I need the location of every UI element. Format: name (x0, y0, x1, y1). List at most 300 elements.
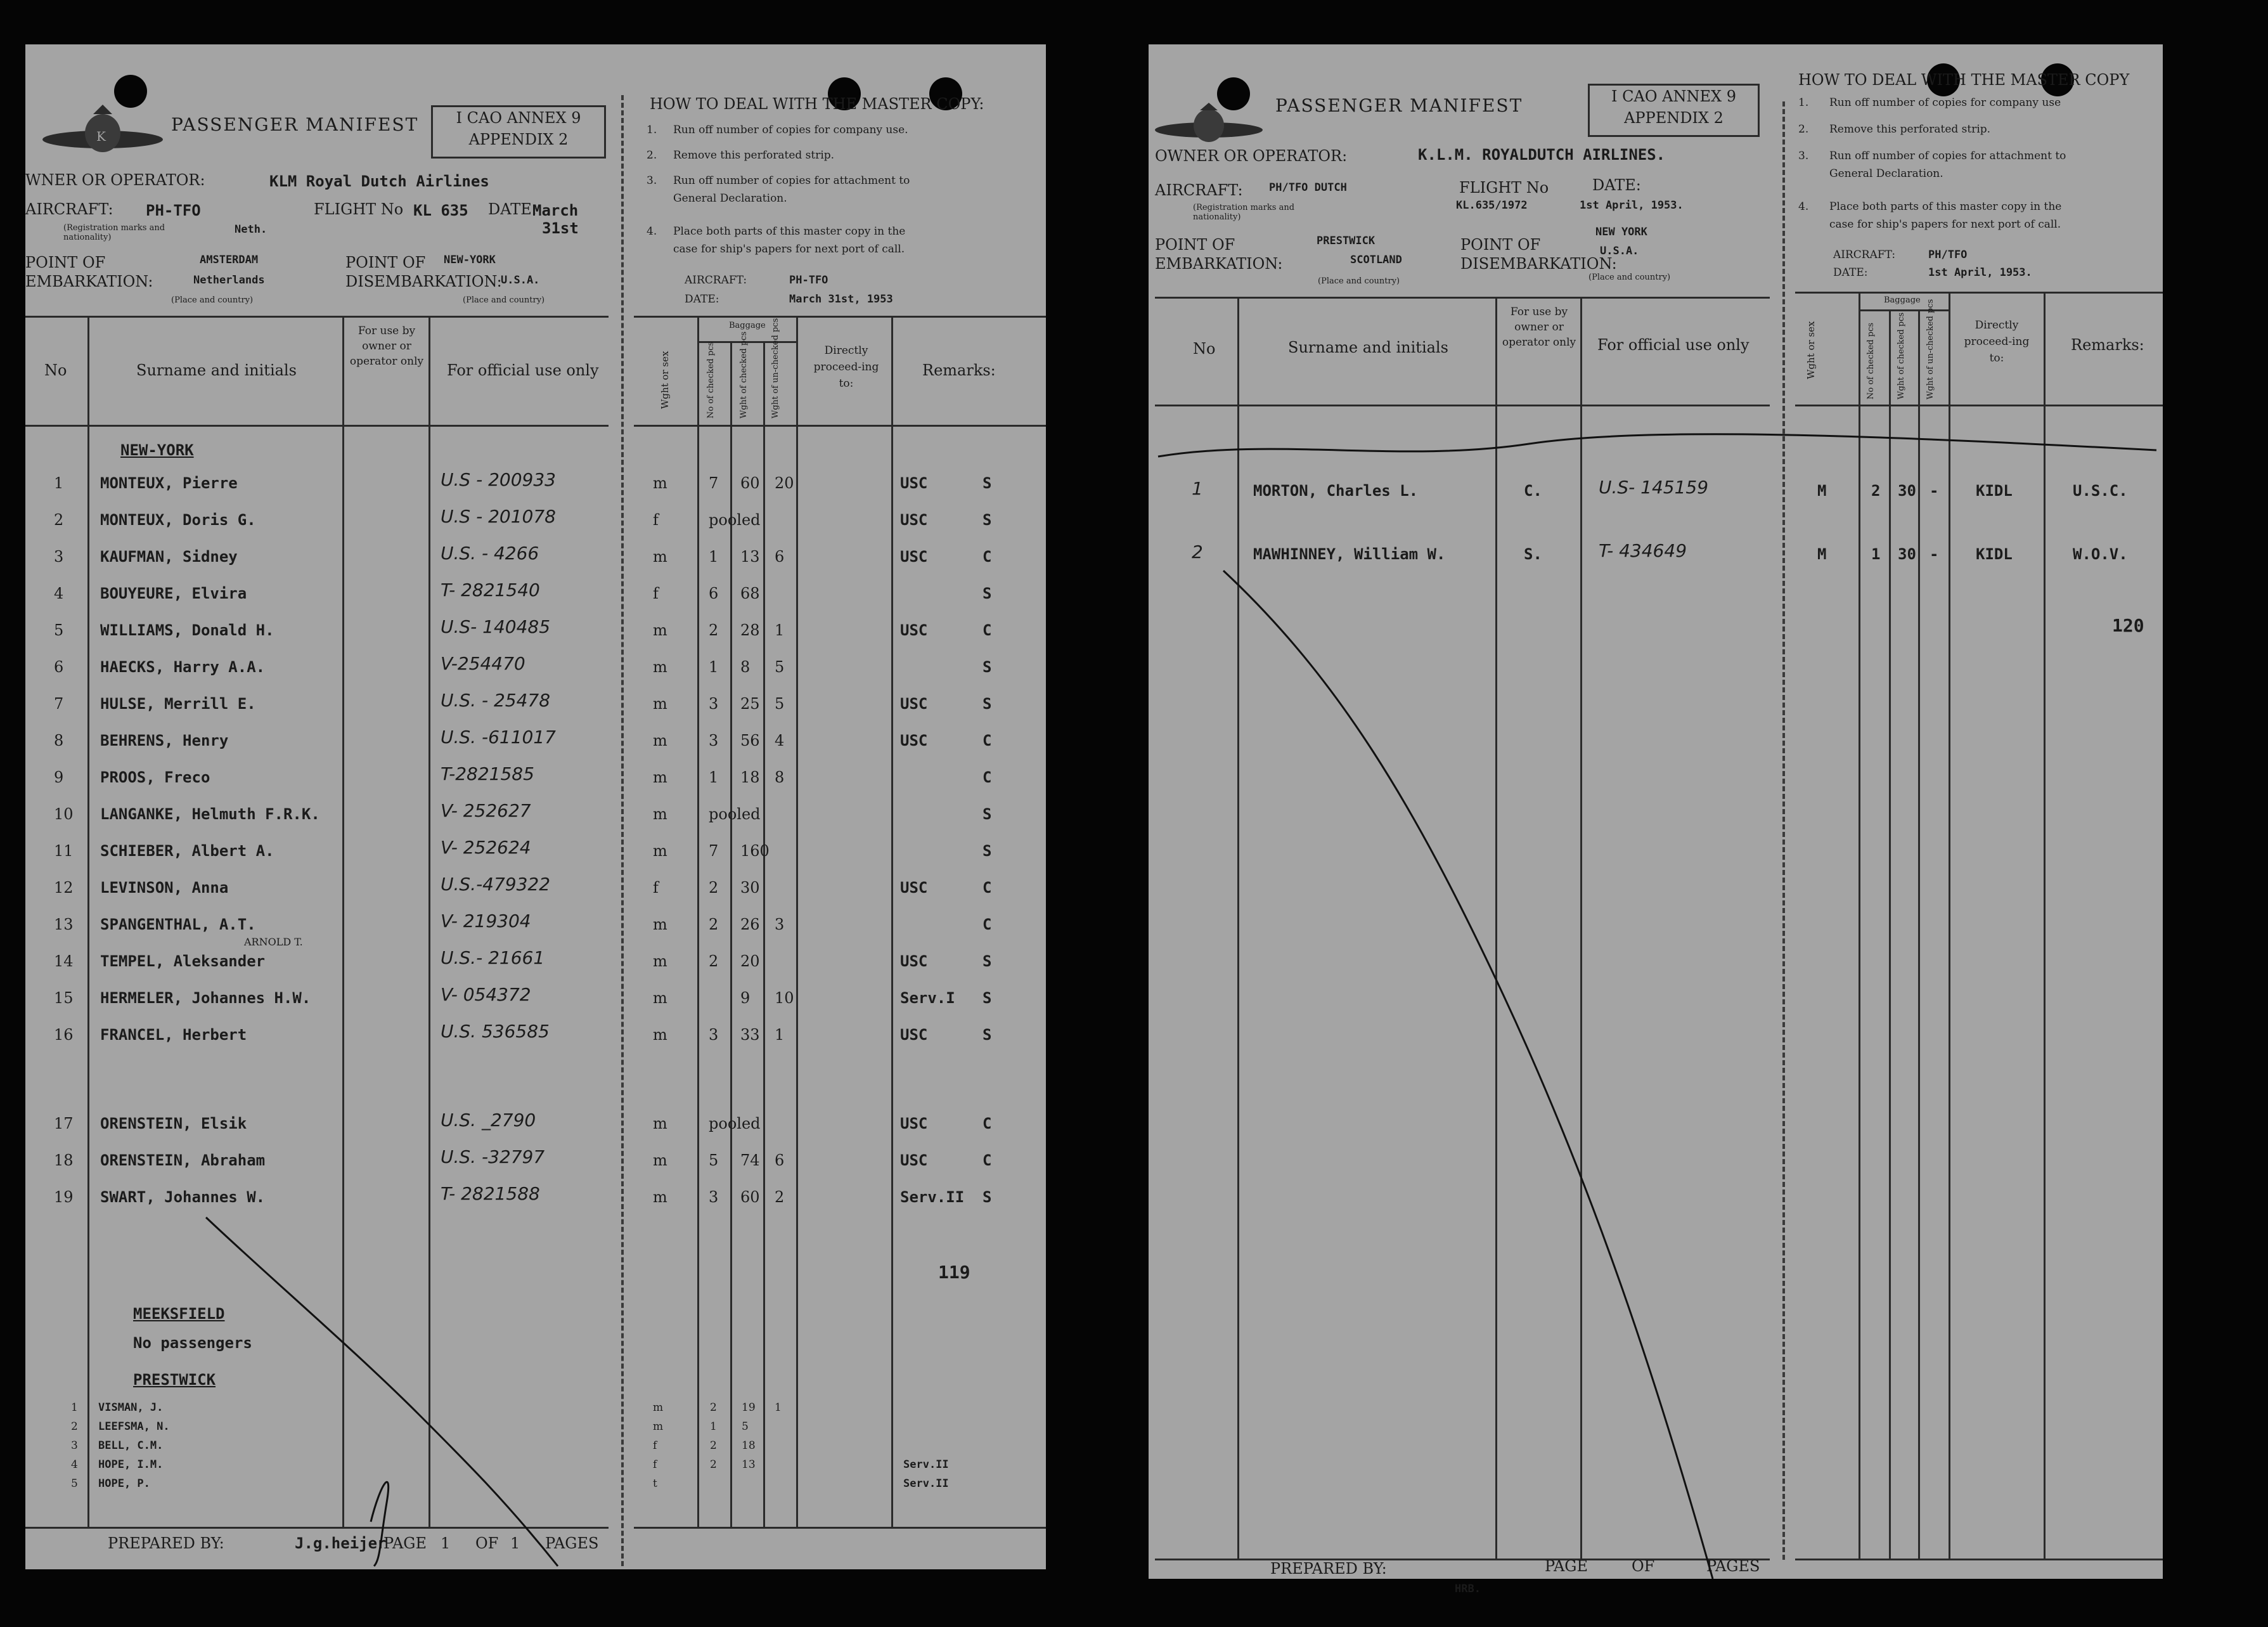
unchecked-weight: - (1930, 545, 1939, 563)
checked-pieces: pooled (709, 805, 761, 823)
howto-step: Remove this perforated strip. (1829, 123, 1991, 136)
remark-class: S (983, 695, 992, 713)
checked-pieces: 7 (709, 842, 719, 860)
col-no-header: No (44, 361, 67, 379)
place-note: (Place and country) (463, 295, 545, 305)
remark-code: USC (900, 621, 928, 639)
col-weight-header: Wght or sex (1805, 321, 1817, 379)
passenger-sex: m (653, 548, 667, 566)
cancel-stroke-icon (25, 44, 1046, 1569)
remark-code: W.O.V. (2073, 545, 2128, 563)
passport-number: V- 252624 (441, 837, 531, 858)
passenger-name: HERMELER, Johannes H.W. (100, 989, 311, 1007)
destination: KIDL (1976, 482, 2013, 500)
page-value: 1 (441, 1534, 451, 1552)
remark-code: USC (900, 1115, 928, 1132)
howto-step: General Declaration. (673, 192, 787, 205)
owner-value: KLM Royal Dutch Airlines (269, 172, 489, 190)
passenger-name: PROOS, Freco (100, 768, 210, 786)
row-number: 12 (54, 879, 74, 897)
howto-step: General Declaration. (1829, 167, 1943, 180)
date-label: DATE: (1592, 176, 1641, 194)
page-label: PAGE (1545, 1557, 1588, 1575)
checked-weight: 30 (1898, 545, 1916, 563)
disembarkation-value: U.S.A. (501, 274, 540, 287)
passenger-name: MONTEUX, Pierre (100, 474, 238, 492)
flight-label: FLIGHT No (1459, 179, 1549, 197)
col-baggage-header: Baggage (1884, 295, 1921, 305)
passenger-sex: m (653, 1188, 667, 1206)
passport-number: U.S.-479322 (441, 874, 551, 895)
remark-code: USC (900, 474, 928, 492)
remark-code: Serv.II (900, 1188, 965, 1206)
row-number: 5 (54, 621, 64, 639)
disembarkation-value: U.S.A. (1600, 245, 1639, 257)
passenger-name: WILLIAMS, Donald H. (100, 621, 274, 639)
remark-code: Serv.II (903, 1458, 949, 1471)
remark-code: USC (900, 1026, 928, 1044)
passenger-sex: m (653, 474, 667, 492)
unchecked-weight: 5 (775, 695, 785, 713)
checked-weight: 30 (740, 879, 760, 897)
checked-pieces: 3 (709, 1188, 719, 1206)
passenger-sex: m (653, 1401, 664, 1414)
checked-weight: 160 (740, 842, 770, 860)
remark-class: S (983, 842, 992, 860)
registration-note: (Registration marks and nationality) (63, 223, 165, 242)
checked-weight: 28 (740, 621, 760, 639)
passenger-name: HAECKS, Harry A.A. (100, 658, 266, 676)
col-surname-header: Surname and initials (1288, 339, 1448, 356)
prepared-label: PREPARED BY: (1270, 1560, 1387, 1578)
destination: KIDL (1976, 545, 2013, 563)
row-number: 10 (54, 805, 74, 823)
remark-class: C (983, 1115, 992, 1132)
flight-value: KL.635/1972 (1456, 199, 1528, 212)
page-label: PAGE (383, 1534, 427, 1552)
remark-class: S (983, 474, 992, 492)
remark-code: USC (900, 952, 928, 970)
howto-step: Run off number of copies for attachment to (673, 174, 910, 187)
pages-label: PAGES (1706, 1557, 1760, 1575)
howto-step: Run off number of copies for attachment to (1829, 150, 2066, 162)
row-number: 16 (54, 1026, 74, 1044)
passenger-sex: f (653, 511, 659, 529)
aircraft-nationality: Neth. (235, 223, 267, 236)
checked-pieces: 1 (1871, 545, 1881, 563)
embarkation-value: Netherlands (193, 274, 265, 287)
checked-weight: 19 (742, 1401, 756, 1414)
disembarkation-label: POINT OF (345, 254, 426, 271)
of-label: OF (1632, 1557, 1655, 1575)
checked-pieces: 6 (709, 585, 719, 602)
remark-code: Serv.II (903, 1477, 949, 1490)
passport-number: U.S. -611017 (441, 727, 556, 748)
row-number: 2 (71, 1420, 78, 1433)
col-official-header: For official use only (1597, 336, 1749, 354)
svg-text:K: K (96, 129, 106, 144)
checked-pieces: 1 (709, 768, 719, 786)
passport-number: U.S. -32797 (441, 1146, 545, 1167)
checked-pieces: 7 (709, 474, 719, 492)
aircraft-value: PH-TFO (146, 202, 201, 219)
checked-pieces: 2 (710, 1458, 717, 1471)
row-number: 4 (71, 1458, 78, 1471)
checked-pieces: 5 (709, 1151, 719, 1169)
checked-pieces: 1 (709, 548, 719, 566)
passenger-sex: m (653, 768, 667, 786)
passenger-sex: f (653, 879, 659, 897)
howto-title: HOW TO DEAL WITH THE MASTER COPY: (650, 95, 984, 113)
checked-weight: 18 (742, 1439, 756, 1452)
passenger-sex: m (653, 658, 667, 676)
checked-weight: 13 (740, 548, 760, 566)
passenger-name: TEMPEL, Aleksander (100, 952, 266, 970)
aircraft-label: AIRCRAFT: (25, 200, 113, 218)
remark-code: U.S.C. (2073, 482, 2128, 500)
passenger-name: MONTEUX, Doris G. (100, 511, 256, 529)
row-number: 2 (54, 511, 64, 529)
place-note: (Place and country) (1318, 276, 1400, 286)
passport-number: U.S.- 21661 (441, 947, 545, 968)
passport-number: V- 219304 (441, 911, 531, 931)
checked-pieces: 3 (709, 732, 719, 749)
row-number: 19 (54, 1188, 74, 1206)
unchecked-weight: 1 (775, 1026, 785, 1044)
col-wunchecked-header: Wght of un-checked pcs (771, 318, 780, 418)
checked-weight: 5 (742, 1420, 749, 1433)
passport-number: U.S. - 4266 (441, 543, 539, 564)
row-number: 18 (54, 1151, 74, 1169)
disembarkation-value: NEW-YORK (444, 254, 496, 266)
checked-weight: 68 (740, 585, 760, 602)
strip-date-label: DATE: (685, 293, 719, 306)
passenger-sex: M (1817, 545, 1827, 563)
no-passengers: No passengers (133, 1334, 252, 1352)
row-number: 5 (71, 1477, 78, 1490)
remark-class: C (983, 1151, 992, 1169)
unchecked-weight: 10 (775, 989, 794, 1007)
passenger-name: BOUYEURE, Elvira (100, 585, 247, 602)
col-no-header: No (1193, 340, 1216, 358)
manifest-page-right: PASSENGER MANIFEST I CAO ANNEX 9 APPENDIX 2 OWNER OR OPERATOR: K.L.M. ROYALDUTCH AIRLINES. AIRCRAFT: PH/TFO DUTCH (Registration marks and nationality) FLIGHT No KL.635/1972 DATE: 1st April, 1953. POINT OF EMBARKATION: PRESTWICK SCOTLAND (Place and country) POINT OF DISEMBARKATION: NEW YORK U.S.A. (Place and country) HOW TO DEAL WITH THE MASTER COPY 1. Run off number of copies for company use 2. Remove this perforated strip. 3. Run off number of copies for attachment to General Declaration. 4. Place both parts of this master copy in the case for ship's papers for next port of call. AIRCRAFT: PH/TFO DATE: 1st April, 1953. No Surname and initials For use by owner or operator only For official use only Wght or sex Baggage No of checked pcs Wght of checked pcs Wght of un-checked pcs Directly proceed-ing to: Remarks: 1 MORTON, Charles L. C. U.S- 145159 M 2 30 - KIDL U.S.C. 2 MAWHINNEY, William W. S. T- 434649 M 1 30 - KIDL W.O.V. 120 PREPARED BY: HRB. PAGE OF PAGES (1149, 44, 2163, 1579)
page-number: 119 (938, 1262, 970, 1283)
embarkation-label: EMBARKATION: (1155, 255, 1283, 273)
unchecked-weight: 5 (775, 658, 785, 676)
remark-class: S (983, 989, 992, 1007)
date-value: March (532, 202, 579, 219)
of-label: OF (475, 1534, 499, 1552)
annex-line: APPENDIX 2 (468, 131, 569, 148)
checked-weight: 8 (740, 658, 751, 676)
passport-number: T- 2821588 (441, 1183, 540, 1204)
col-wunchecked-header: Wght of un-checked pcs (1926, 299, 1935, 399)
manifest-page-left: K PASSENGER MANIFEST I CAO ANNEX 9 APPENDIX 2 WNER OR OPERATOR: KLM Royal Dutch Airlines AIRCRAFT: PH-TFO Neth. (Registration marks and nationality) FLIGHT No KL 635 DATE: March 31st POINT OF EMBARKATION: AMSTERDAM Netherlands (Place and country) POINT OF DISEMBARKATION: NEW-YORK U.S.A. (Place and country) HOW TO DEAL WITH THE MASTER COPY: 1. Run off number of copies for company use. 2. Remove this perforated strip. 3. Run off number of copies for attachment to General Declaration. 4. Place both parts of this master copy in the case for ship's papers for next port of call. AIRCRAFT: PH-TFO DATE: March 31st, 1953 No Surname and initials For use by owner or operator only For official use only Wght or sex Baggage No of checked pcs Wght of checked pcs Wght of un-checked pcs Directly proceed-ing to: Remarks: NEW-YORK 1 MONTEUX, Pierre U.S - 200933 m 7 60 20 USC S 2 MONTEUX, Doris G. U.S - 201078 f pooled USC S 3 KAUFMAN, Sidney U.S. - 4266 m 1 13 6 USC C 4 BOUYEURE, Elvira T- 2821540 f 6 68 S 5 WILLIAMS, Donald H. U.S- 140485 m 2 28 1 USC C 6 HAECKS, Harry A.A. V-254470 m 1 8 5 S 7 HULSE, Merrill E. U.S. - 25478 m 3 25 5 USC S 8 BEHRENS, Henry U.S. -611017 m 3 56 4 USC C 9 PROOS, Freco T-2821585 m 1 18 8 C 10 LANGANKE, Helmuth F.R.K. V- 252627 m pooled S 11 SCHIEBER, Albert A. V- 252624 m 7 160 S 12 LEVINSON, Anna U.S.-479322 f 2 30 USC C 13 SPANGENTHAL, A.T. V- 219304 m 2 26 3 C 14 TEMPEL, Aleksander U.S.- 21661 m 2 20 USC S 15 HERMELER, Johannes H.W. V- 054372 m 9 10 Serv.I S 16 FRANCEL, Herbert U.S. 536585 m 3 33 1 USC S 17 ORENSTEIN, Elsik U.S. _2790 m pooled USC C 18 ORENSTEIN, Abraham U.S. -32797 m 5 74 6 USC C 19 SWART, Johannes W. T- 2821588 m 3 60 2 Serv.II S ARNOLD T. 119 MEEKSFIELD No passengers PRESTWICK 1 VISMAN, J. m 2 19 1 2 LEEFSMA, N. m 1 5 3 BELL, C.M. f 2 18 4 HOPE, I.M. f 2 13 Serv.II 5 HOPE, P. t Serv.II PREPARED BY: J.g.heijer PAGE 1 OF 1 PAGES (25, 44, 1046, 1569)
passenger-sex: m (653, 805, 667, 823)
col-nochecked-header: No of checked pcs (706, 341, 716, 418)
checked-weight: 13 (742, 1458, 756, 1471)
place-note: (Place and country) (1588, 273, 1671, 282)
owner-value: K.L.M. ROYALDUTCH AIRLINES. (1418, 146, 1666, 164)
prepared-value: HRB. (1455, 1583, 1481, 1595)
howto-step: Run off number of copies for company use (1829, 96, 2061, 109)
aircraft-label: AIRCRAFT: (1155, 181, 1243, 199)
checked-pieces: 2 (710, 1439, 717, 1452)
remark-class: C (983, 916, 992, 933)
passenger-sex: f (653, 1458, 657, 1471)
passenger-sex: m (653, 1151, 667, 1169)
passport-number: V- 054372 (441, 984, 531, 1005)
manifest-title: PASSENGER MANIFEST (1275, 95, 1523, 116)
passenger-name: BELL, C.M. (98, 1439, 164, 1452)
flight-value: KL 635 (413, 202, 468, 219)
row-number: 1 (54, 474, 64, 492)
passenger-name: FRANCEL, Herbert (100, 1026, 247, 1044)
row-number: 13 (54, 916, 74, 933)
col-nochecked-header: No of checked pcs (1866, 322, 1876, 399)
passport-number: U.S. 536585 (441, 1021, 550, 1042)
row-number: 17 (54, 1115, 74, 1132)
col-foruse-header: For use by owner or operator only (1502, 306, 1576, 349)
strip-aircraft-label: AIRCRAFT: (1833, 249, 1896, 261)
passenger-name: HOPE, P. (98, 1477, 150, 1490)
row-number: 8 (54, 732, 64, 749)
remark-class: S (983, 511, 992, 529)
annex-line: APPENDIX 2 (1624, 109, 1724, 127)
passport-number: T- 434649 (1599, 540, 1687, 561)
aircraft-value: PH/TFO DUTCH (1269, 181, 1347, 194)
annex-line: I CAO ANNEX 9 (1611, 88, 1736, 105)
checked-pieces: 2 (710, 1401, 717, 1414)
checked-pieces: 2 (1871, 482, 1881, 500)
howto-step: Place both parts of this master copy in the (673, 225, 906, 238)
col-remarks-header: Remarks: (922, 361, 996, 379)
passenger-name: MORTON, Charles L. (1253, 482, 1419, 500)
howto-title: HOW TO DEAL WITH THE MASTER COPY (1798, 71, 2130, 89)
col-direct-header: Directly proceed-ing to: (813, 344, 879, 390)
checked-pieces: 2 (709, 952, 719, 970)
row-number: 3 (54, 548, 64, 566)
col-weight-header: Wght or sex (659, 351, 671, 409)
passenger-sex: t (653, 1477, 657, 1490)
row-number: 1 (1192, 478, 1203, 499)
passenger-sex: M (1817, 482, 1827, 500)
unchecked-weight: 4 (775, 732, 785, 749)
passport-number: U.S- 140485 (441, 616, 551, 637)
strip-date-label: DATE: (1833, 266, 1868, 279)
row-number: 9 (54, 768, 64, 786)
passenger-sex: m (653, 952, 667, 970)
section-prestwick: PRESTWICK (133, 1371, 216, 1389)
col-baggage-header: Baggage (729, 321, 766, 330)
checked-pieces: 3 (709, 1026, 719, 1044)
row-number: 14 (54, 952, 74, 970)
passenger-sex: m (653, 1420, 664, 1433)
passenger-sex: f (653, 1439, 657, 1452)
passenger-name: HULSE, Merrill E. (100, 695, 256, 713)
remark-class: C (983, 621, 992, 639)
unchecked-weight: 6 (775, 548, 785, 566)
passenger-name: MAWHINNEY, William W. (1253, 545, 1446, 563)
remark-class: S (983, 658, 992, 676)
passport-number: U.S - 201078 (441, 506, 556, 527)
passenger-name: HOPE, I.M. (98, 1458, 164, 1471)
checked-pieces: pooled (709, 511, 761, 529)
unchecked-weight: 2 (775, 1188, 785, 1206)
embarkation-value: AMSTERDAM (200, 254, 259, 266)
checked-weight: 56 (740, 732, 760, 749)
disembarkation-label: DISEMBARKATION: (345, 273, 502, 290)
registration-note: (Registration marks and nationality) (1193, 203, 1295, 222)
disembarkation-label: DISEMBARKATION: (1460, 255, 1617, 273)
prepared-value: J.g.heijer (295, 1534, 387, 1552)
checked-weight: 60 (740, 474, 760, 492)
remark-code: USC (900, 732, 928, 749)
remark-code: USC (900, 879, 928, 897)
passenger-name: VISMAN, J. (98, 1401, 164, 1414)
remark-class: S (983, 805, 992, 823)
unchecked-weight: - (1930, 482, 1939, 500)
embarkation-value: PRESTWICK (1317, 235, 1376, 247)
strip-date-value: March 31st, 1953 (789, 293, 893, 306)
checked-pieces: 2 (709, 621, 719, 639)
disembarkation-label: POINT OF (1460, 236, 1541, 254)
section-new-york: NEW-YORK (120, 441, 194, 459)
page-number: 120 (2112, 615, 2144, 636)
flight-label: FLIGHT No (314, 200, 404, 218)
col-official-header: For official use only (447, 361, 599, 379)
passenger-name: ORENSTEIN, Abraham (100, 1151, 266, 1169)
strip-aircraft-label: AIRCRAFT: (685, 274, 747, 287)
passenger-name: KAUFMAN, Sidney (100, 548, 238, 566)
howto-step: case for ship's papers for next port of call. (1829, 218, 2061, 231)
date-value: 31st (542, 219, 579, 237)
operator-code: S. (1524, 545, 1542, 563)
owner-label: WNER OR OPERATOR: (25, 171, 205, 189)
passport-number: U.S - 200933 (441, 469, 556, 490)
col-remarks-header: Remarks: (2071, 336, 2144, 354)
row-number: 2 (1192, 541, 1203, 562)
col-wchecked-header: Wght of checked pcs (739, 331, 749, 418)
remark-code: USC (900, 695, 928, 713)
cancel-stroke-icon (1149, 44, 2163, 1579)
remark-code: USC (900, 1151, 928, 1169)
passport-number: T- 2821540 (441, 580, 540, 600)
remark-class: S (983, 585, 992, 602)
remark-class: S (983, 1026, 992, 1044)
unchecked-weight: 6 (775, 1151, 785, 1169)
howto-step: Place both parts of this master copy in the (1829, 200, 2062, 213)
unchecked-weight: 8 (775, 768, 785, 786)
strip-aircraft-value: PH/TFO (1928, 249, 1968, 261)
checked-pieces: 2 (709, 879, 719, 897)
date-label: DATE: (488, 200, 537, 218)
col-surname-header: Surname and initials (136, 361, 297, 379)
remark-class: S (983, 1188, 992, 1206)
passenger-sex: m (653, 1026, 667, 1044)
row-number: 6 (54, 658, 64, 676)
prepared-label: PREPARED BY: (108, 1534, 224, 1552)
row-number: 11 (54, 842, 74, 860)
strip-date-value: 1st April, 1953. (1928, 266, 2032, 279)
unchecked-weight: 1 (775, 621, 785, 639)
howto-step: Run off number of copies for company use. (673, 124, 908, 136)
passenger-name: LEEFSMA, N. (98, 1420, 170, 1433)
remark-class: C (983, 732, 992, 749)
disembarkation-value: NEW YORK (1595, 226, 1647, 238)
embarkation-label: POINT OF (25, 254, 106, 271)
passenger-sex: m (653, 989, 667, 1007)
checked-weight: 18 (740, 768, 760, 786)
howto-step: Remove this perforated strip. (673, 149, 835, 162)
passenger-sex: f (653, 585, 659, 602)
passport-number: T-2821585 (441, 763, 534, 784)
remark-class: C (983, 548, 992, 566)
row-number: 3 (71, 1439, 78, 1452)
of-value: 1 (510, 1534, 520, 1552)
date-value: 1st April, 1953. (1580, 199, 1684, 212)
embarkation-value: SCOTLAND (1350, 254, 1402, 266)
passenger-sex: m (653, 1115, 667, 1132)
owner-label: OWNER OR OPERATOR: (1155, 147, 1348, 165)
place-note: (Place and country) (171, 295, 254, 305)
passport-number: V-254470 (441, 653, 525, 674)
passenger-name: ORENSTEIN, Elsik (100, 1115, 247, 1132)
remark-class: S (983, 952, 992, 970)
row-number: 7 (54, 695, 64, 713)
checked-weight: 60 (740, 1188, 760, 1206)
howto-step: case for ship's papers for next port of call. (673, 243, 905, 256)
row-number: 1 (71, 1401, 78, 1414)
passport-number: U.S. _2790 (441, 1110, 536, 1131)
unchecked-weight: 3 (775, 916, 785, 933)
col-wchecked-header: Wght of checked pcs (1897, 312, 1906, 399)
remark-class: C (983, 768, 992, 786)
passenger-name: SCHIEBER, Albert A. (100, 842, 274, 860)
remark-code: Serv.I (900, 989, 955, 1007)
annex-line: I CAO ANNEX 9 (456, 109, 581, 127)
checked-weight: 26 (740, 916, 760, 933)
checked-weight: 33 (740, 1026, 760, 1044)
passenger-sex: m (653, 732, 667, 749)
checked-weight: 30 (1898, 482, 1916, 500)
passenger-sex: m (653, 695, 667, 713)
unchecked-weight: 20 (775, 474, 794, 492)
embarkation-label: EMBARKATION: (25, 273, 153, 290)
passenger-name: LEVINSON, Anna (100, 879, 229, 897)
section-meeksfield: MEEKSFIELD (133, 1305, 225, 1323)
checked-pieces: 1 (709, 658, 719, 676)
checked-weight: 9 (740, 989, 751, 1007)
remark-code: USC (900, 548, 928, 566)
manifest-title: PASSENGER MANIFEST (171, 114, 419, 135)
pages-label: PAGES (545, 1534, 599, 1552)
checked-weight: 25 (740, 695, 760, 713)
passport-number: U.S- 145159 (1599, 477, 1709, 498)
passenger-name: LANGANKE, Helmuth F.R.K. (100, 805, 320, 823)
row-number: 4 (54, 585, 64, 602)
col-direct-header: Directly proceed-ing to: (1964, 319, 2030, 365)
remark-code: USC (900, 511, 928, 529)
passenger-sex: m (653, 916, 667, 933)
passport-number: U.S. - 25478 (441, 690, 551, 711)
handwritten-note: ARNOLD T. (244, 936, 303, 948)
checked-pieces: 2 (709, 916, 719, 933)
passenger-name: SPANGENTHAL, A.T. (100, 916, 256, 933)
row-number: 15 (54, 989, 74, 1007)
checked-pieces: 1 (710, 1420, 717, 1433)
strip-aircraft-value: PH-TFO (789, 274, 828, 287)
